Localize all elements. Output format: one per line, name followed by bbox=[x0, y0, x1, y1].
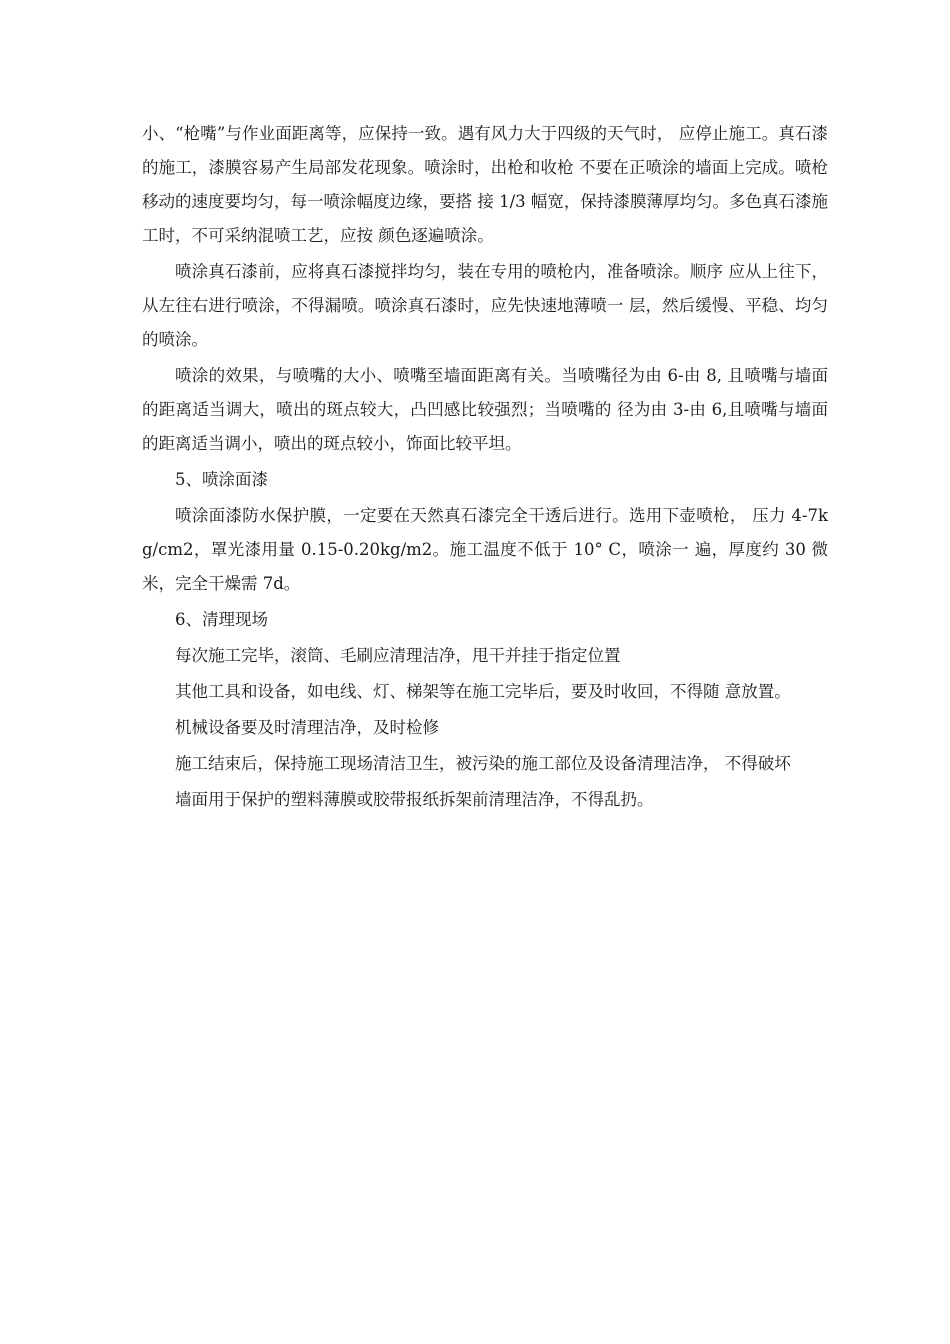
section-heading-topcoat: 5、喷涂面漆 bbox=[175, 470, 268, 489]
paragraph-film-removal: 墙面用于保护的塑料薄膜或胶带报纸拆架前清理洁净，不得乱扔。 bbox=[175, 790, 654, 809]
paragraph-machine-maintenance: 机械设备要及时清理洁净，及时检修 bbox=[175, 718, 439, 737]
paragraph-spray-preparation: 喷涂真石漆前，应将真石漆搅拌均匀，装在专用的喷枪内，准备喷涂。顺序 应从上往下，从左往右进行喷涂，不得漏喷。喷涂真石漆时，应先快速地薄喷一 层，然后缓慢、平稳、均匀的喷涂。 bbox=[142, 262, 828, 349]
paragraph-topcoat-spraying: 喷涂面漆防水保护膜，一定要在天然真石漆完全干透后进行。选用下壶喷枪， 压力 4-7kg/cm2，罩光漆用量 0.15-0.20kg/m2。施工温度不低于 10° C，喷涂一 遍，厚度约 30 微米，完全干燥需 7d。 bbox=[142, 506, 828, 593]
section-heading-site-cleanup: 6、清理现场 bbox=[175, 610, 268, 629]
paragraph-site-hygiene: 施工结束后，保持施工现场清洁卫生，被污染的施工部位及设备清理洁净， 不得破坏 bbox=[175, 754, 791, 773]
paragraph-spray-conditions: 小、“枪嘴”与作业面距离等，应保持一致。遇有风力大于四级的天气时， 应停止施工。真石漆的施工，漆膜容易产生局部发花现象。喷涂时，出枪和收枪 不要在正喷涂的墙面上完成。喷枪移动的速度要均匀，每一喷涂幅度边缘，要搭 接 1/3 幅宽，保持漆膜薄厚均匀。多色真石漆施工时，不可采纳混喷工艺，应按 颜色逐遍喷涂。 bbox=[142, 124, 828, 245]
document-body bbox=[142, 117, 828, 819]
paragraph-roller-cleaning: 每次施工完毕，滚筒、毛刷应清理洁净，甩干并挂于指定位置 bbox=[175, 646, 621, 665]
paragraph-nozzle-effect: 喷涂的效果，与喷嘴的大小、喷嘴至墙面距离有关。当喷嘴径为由 6-由 8, 且喷嘴与墙面的距离适当调大，喷出的斑点较大，凸凹感比较强烈；当喷嘴的 径为由 3-由 6,且喷嘴与墙面的距离适当调小，喷出的斑点较小，饰面比较平坦。 bbox=[142, 366, 828, 453]
paragraph-tools-retrieval: 其他工具和设备，如电线、灯、梯架等在施工完毕后，要及时收回，不得随 意放置。 bbox=[175, 682, 791, 701]
